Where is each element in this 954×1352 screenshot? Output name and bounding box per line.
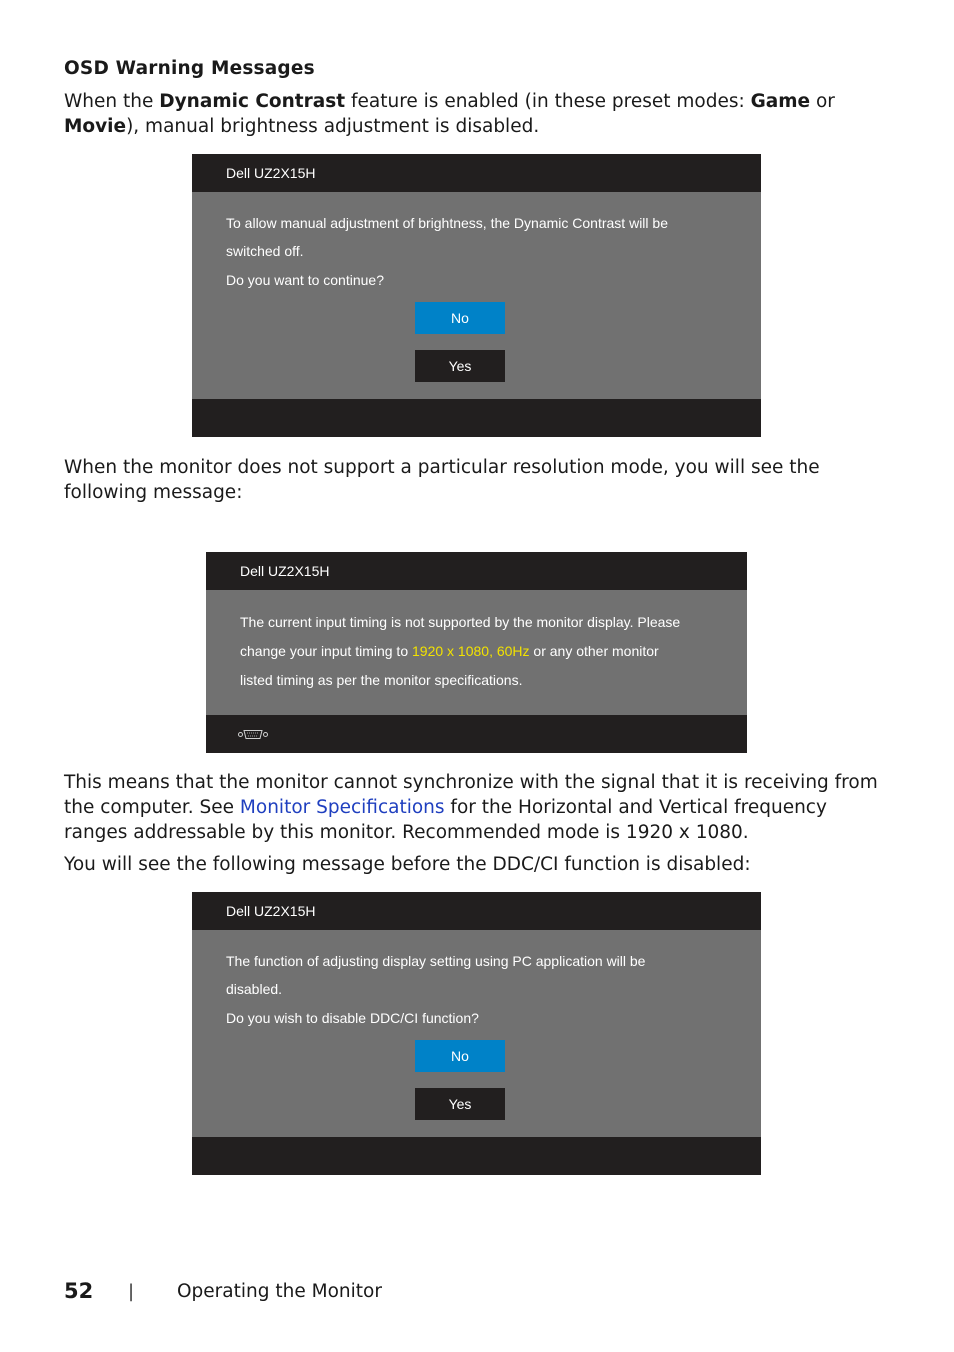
para-text-1: This means that the monitor cannot synchronize with the signal that it is receiving from the computer. See xyxy=(64,772,878,818)
para-text-2: for the Horizontal and Vertical frequency ranges addressable by this monitor. Recommended mode is 1920 x 1080. xyxy=(64,797,827,843)
recommended-timing-highlight: 1920 x 1080, 60Hz xyxy=(412,643,530,659)
osd-dynamic-contrast-dialog xyxy=(192,154,761,437)
page-number: 52 xyxy=(64,1279,94,1303)
intro-bold-dynamic-contrast: Dynamic Contrast xyxy=(159,91,346,112)
intro-text-3: or xyxy=(810,91,835,112)
osd-footer-bar xyxy=(206,715,747,753)
osd-message-line-3: Do you want to continue? xyxy=(226,272,384,288)
osd-title: Dell UZ2X15H xyxy=(226,165,316,181)
osd-message-line-1: The function of adjusting display setting using PC application will be xyxy=(226,953,646,969)
monitor-specifications-link[interactable]: Monitor Specifications xyxy=(239,797,445,818)
intro-bold-game: Game xyxy=(750,91,811,112)
osd-message-line-2: switched off. xyxy=(226,243,304,259)
osd-unsupported-timing-dialog xyxy=(206,552,747,753)
no-button[interactable]: No xyxy=(415,1040,505,1072)
osd-message-line-1: The current input timing is not supported by the monitor display. Please xyxy=(240,614,681,630)
osd-message-line-3: Do you wish to disable DDC/CI function? xyxy=(226,1010,479,1026)
resolution-paragraph: When the monitor does not support a particular resolution mode, you will see the following message: xyxy=(64,457,820,503)
footer-section-title: Operating the Monitor xyxy=(177,1281,382,1302)
osd-footer-bar xyxy=(192,399,761,437)
vga-connector-icon xyxy=(238,729,268,740)
intro-text-1: When the xyxy=(64,91,160,112)
intro-paragraph xyxy=(64,89,894,139)
osd-footer-bar xyxy=(192,1137,761,1175)
yes-button[interactable]: Yes xyxy=(415,1088,505,1120)
osd-message-line-3: listed timing as per the monitor specifications. xyxy=(240,672,523,688)
no-button[interactable]: No xyxy=(415,302,505,334)
footer-separator: | xyxy=(128,1281,135,1302)
osd-title-bar xyxy=(192,892,761,930)
intro-bold-movie: Movie xyxy=(64,116,127,137)
osd-title-bar xyxy=(192,154,761,192)
ddc-paragraph: You will see the following message before the DDC/CI function is disabled: xyxy=(64,854,751,875)
intro-text-2: feature is enabled (in these preset modes: xyxy=(345,91,751,112)
section-heading: OSD Warning Messages xyxy=(64,58,315,79)
yes-button[interactable]: Yes xyxy=(415,350,505,382)
osd-message-line-1: To allow manual adjustment of brightness, the Dynamic Contrast will be xyxy=(226,215,668,231)
intro-text-4: ), manual brightness adjustment is disabled. xyxy=(126,116,540,137)
osd-title: Dell UZ2X15H xyxy=(240,563,330,579)
synchronize-paragraph xyxy=(64,770,894,845)
osd-ddc-ci-dialog xyxy=(192,892,761,1175)
osd-title: Dell UZ2X15H xyxy=(226,903,316,919)
osd-message-line-2: disabled. xyxy=(226,981,283,997)
osd-message-line-2 xyxy=(240,643,707,659)
osd-message-text: or any other monitor xyxy=(529,643,659,659)
osd-message-text: change your input timing to xyxy=(240,643,412,659)
osd-title-bar xyxy=(206,552,747,590)
